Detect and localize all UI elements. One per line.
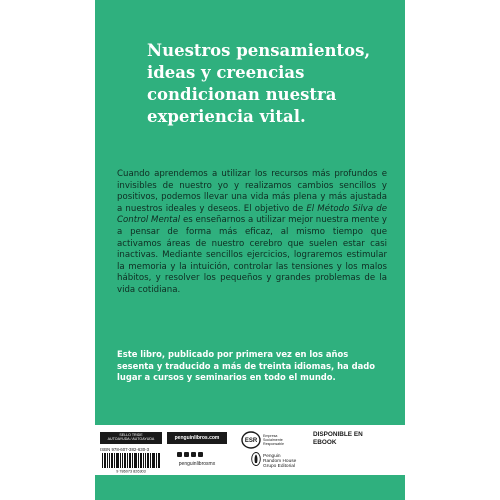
penguin-logo-icon bbox=[251, 452, 261, 466]
publisher-url: penguinlibros.com bbox=[167, 432, 227, 444]
publisher-line-1: Penguin bbox=[263, 454, 281, 459]
esr-caption bbox=[263, 434, 297, 446]
barcode-icon bbox=[100, 453, 162, 473]
synopsis-paragraph bbox=[117, 169, 387, 297]
headline-line-2: ideas y creencias bbox=[147, 63, 305, 82]
seal-line-1: SELLO TRIDE bbox=[119, 433, 143, 437]
seal-line-2: AUTOAYUDA / AUTOAYUDA bbox=[107, 437, 155, 442]
headline-line-3: condicionan nuestra bbox=[147, 85, 337, 104]
esr-badge-icon bbox=[241, 431, 261, 449]
book-title-italic: El Método Silva de Control Mental bbox=[117, 203, 387, 226]
twitter-icon bbox=[184, 452, 189, 457]
headline-line-4: experiencia vital. bbox=[147, 107, 306, 126]
ebook-line-2: EBOOK bbox=[313, 439, 337, 446]
ebook-availability bbox=[313, 431, 398, 471]
esr-line-2: Socialmente bbox=[263, 438, 283, 442]
back-cover bbox=[95, 0, 405, 500]
headline bbox=[147, 40, 397, 128]
social-handle: penguinlibrosmx bbox=[178, 461, 216, 467]
category-seal bbox=[100, 432, 162, 444]
publisher-line-2: Random House bbox=[263, 459, 297, 465]
youtube-icon bbox=[198, 452, 203, 457]
esr-line-1: Empresa bbox=[263, 434, 278, 438]
footer-strip bbox=[95, 425, 405, 475]
barcode-number: 9 786073 826303 bbox=[116, 469, 146, 473]
publisher-name bbox=[263, 454, 299, 470]
synopsis-part-2: es enseñarnos a utilizar mejor nuestra mente y a pensar de forma más eficaz, al mismo tiempo que activamos áreas de nuestro cerebro que suelen estar casi inactivas. Mediante sencillos ejercicios, lograremos estimular la memoria y la intuición, controlar las tensiones y los malos hábitos, y resolver los pequeños y grandes problemas de la vida cotidiana. bbox=[117, 215, 387, 295]
esr-mark: ESR bbox=[244, 438, 258, 444]
esr-line-3: Responsable bbox=[263, 442, 284, 446]
synopsis-part-1: Cuando aprendemos a utilizar los recursos más profundos e invisibles de nuestro yo y realizamos cambios sencillos y positivos, podemos llevar una vida más plena y más ajustada a nuestros ideales y deseos. El objetivo de bbox=[117, 169, 387, 214]
publication-note: Este libro, publicado por primera vez en los años sesenta y traducido a más de treinta idiomas, ha dado lugar a cursos y seminarios en todo el mundo. bbox=[117, 349, 376, 382]
publisher-line-3: Grupo Editorial bbox=[263, 464, 295, 470]
headline-line-1: Nuestros pensamientos, bbox=[147, 41, 371, 60]
isbn-label: ISBN 978-607-382-630-3 bbox=[100, 447, 150, 452]
ebook-line-1: DISPONIBLE EN bbox=[313, 431, 363, 438]
social-icons bbox=[177, 452, 203, 457]
facebook-icon bbox=[177, 452, 182, 457]
instagram-icon bbox=[191, 452, 196, 457]
